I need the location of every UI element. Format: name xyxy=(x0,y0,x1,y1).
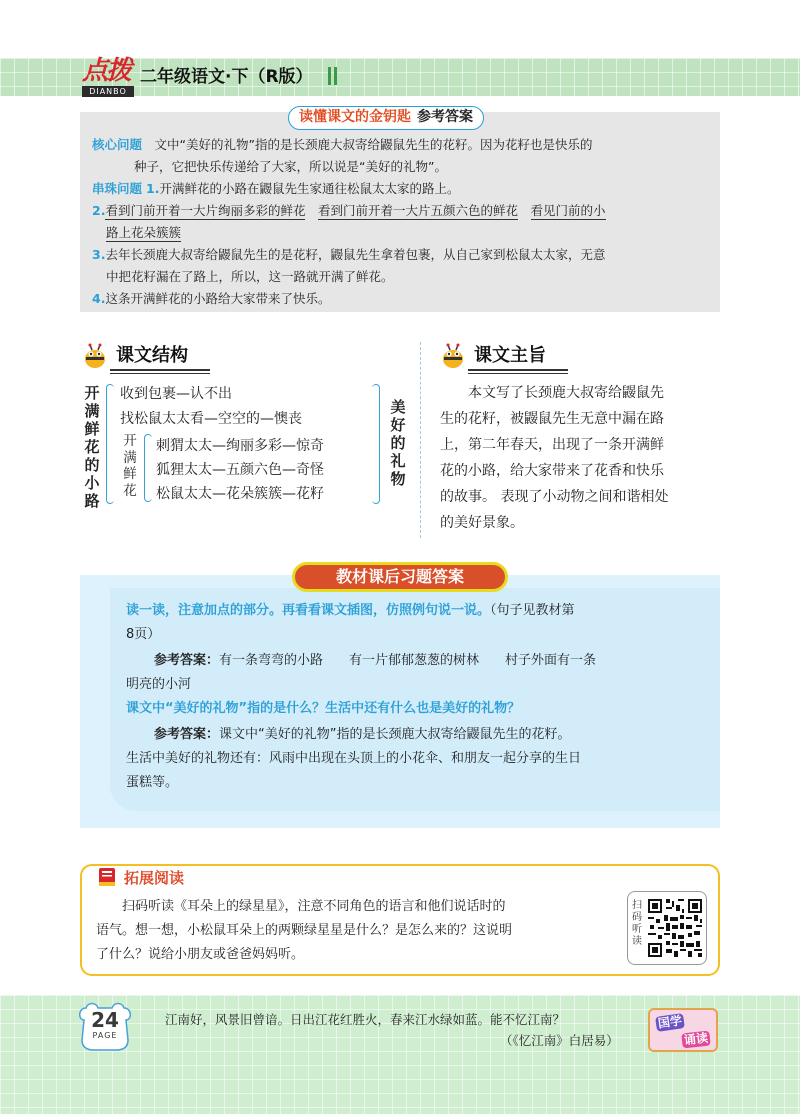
chain-question-2 xyxy=(92,201,606,221)
structure-sub-line-1: 刺猬太太—绚丽多彩—惊奇 xyxy=(156,438,324,454)
q2-number: 2. xyxy=(92,203,106,218)
extended-reading-heading xyxy=(96,864,226,892)
q3-number: 3. xyxy=(92,247,106,262)
publisher-logo xyxy=(82,56,134,98)
bee-mascot-icon xyxy=(80,342,110,370)
structure-conclusion: 美 好 的 礼 物 xyxy=(390,398,406,488)
exercise-q1-line1: 读一读，注意加点的部分。再看看课文插图，仿照例句说一说。（句子见教材第 xyxy=(126,603,575,618)
exercise-title: 教材课后习题答案 xyxy=(292,562,508,592)
q4-text: 这条开满鲜花的小路给大家带来了快乐。 xyxy=(105,291,331,306)
structure-heading-label: 课文结构 xyxy=(116,345,188,366)
exercise-q1-line2: 8页） xyxy=(126,627,161,642)
structure-heading xyxy=(80,342,210,370)
exercise-a2-line3: 蛋糕等。 xyxy=(126,775,179,790)
logo-sub-text: DIANBO xyxy=(82,86,134,97)
structure-sub-brace xyxy=(144,434,152,502)
structure-right-brace xyxy=(372,384,380,504)
exercise-a2-line1: 参考答案：课文中“美好的礼物”指的是长颈鹿大叔寄给鼹鼠先生的花籽。 xyxy=(154,727,571,742)
q3-text1: 去年长颈鹿大叔寄给鼹鼠先生的是花籽，鼹鼠先生拿着包裹，从自己家到松鼠太太家，无意 xyxy=(105,247,606,262)
key-answers-title xyxy=(288,106,484,130)
exercise-q2: 课文中“美好的礼物”指的是什么？生活中还有什么也是美好的礼物？ xyxy=(126,701,521,716)
structure-main-title: 开 满 鲜 花 的 小 路 xyxy=(84,384,100,510)
q1-text: 开满鲜花的小路在鼹鼠先生家通往松鼠太太家的路上。 xyxy=(159,181,460,196)
theme-heading-label: 课文主旨 xyxy=(474,345,546,366)
chain-question-1 xyxy=(92,179,459,199)
chain-question-label: 串珠问题 xyxy=(92,181,143,196)
footer-poem-source: （《忆江南》白居易） xyxy=(500,1033,619,1048)
q2-answer-a: 看到门前开着一大片绚丽多彩的鲜花 xyxy=(105,203,306,218)
q2-answer-c2: 路上花朵簇簇 xyxy=(106,225,182,240)
guoxue-badge xyxy=(648,1008,718,1052)
extended-reading-label: 拓展阅读 xyxy=(124,869,185,887)
section-divider xyxy=(420,342,421,538)
exercise-a1-line2: 明亮的小河 xyxy=(126,677,192,692)
core-question-text1: 文中“美好的礼物”指的是长颈鹿大叔寄给鼹鼠先生的花籽。因为花籽也是快乐的 xyxy=(154,137,593,152)
book-icon xyxy=(96,866,118,888)
footer-poem: 江南好，风景旧曾谙。日出江花红胜火，春来江水绿如蓝。能不忆江南？ xyxy=(165,1012,566,1027)
q2-answer-c1: 看见门前的小 xyxy=(530,203,606,218)
theme-heading xyxy=(438,342,568,370)
exercise-a1-line1: 参考答案：有一条弯弯的小路 有一片郁郁葱葱的树林 村子外面有一条 xyxy=(154,653,597,668)
q2-answer-b: 看到门前开着一大片五颜六色的鲜花 xyxy=(317,203,518,218)
exercise-a2-line2: 生活中美好的礼物还有：风雨中出现在头顶上的小花伞、和朋友一起分享的生日 xyxy=(126,751,582,766)
chain-question-4 xyxy=(92,289,330,309)
qr-label: 扫码听读 xyxy=(632,900,642,947)
bee-mascot-icon xyxy=(438,342,468,370)
page-word: PAGE xyxy=(92,1031,118,1040)
structure-line-2: 找松鼠太太看—空空的—懊丧 xyxy=(120,411,302,427)
logo-main-text: 点拨 xyxy=(82,56,131,86)
key-answers-title-main: 读懂课文的金钥匙 xyxy=(299,109,411,125)
extended-line-3: 了什么？说给小朋友或爸爸妈妈听。 xyxy=(96,947,305,962)
structure-left-brace xyxy=(106,384,114,504)
structure-line-1: 收到包裹—认不出 xyxy=(120,386,232,402)
q1-number: 1. xyxy=(146,181,160,196)
badge-text-1: 国学 xyxy=(655,1013,685,1032)
q4-number: 4. xyxy=(92,291,106,306)
qr-code-panel[interactable] xyxy=(627,891,707,965)
chain-question-3 xyxy=(92,245,605,265)
structure-sub-line-2: 狐狸太太—五颜六色—奇怪 xyxy=(156,462,324,478)
theme-paragraph: 本文写了长颈鹿大叔寄给鼹鼠先 生的花籽，被鼹鼠先生无意中漏在路 上，第二年春天，出现了一条开满鲜 花的小路，给大家带来了花香和快乐 的故事。 表现了小动物之间和谐相处 的美好景象。 xyxy=(440,385,669,531)
badge-text-2: 诵读 xyxy=(681,1031,710,1049)
qr-code-icon[interactable] xyxy=(646,897,704,959)
book-title: 二年级语文·下（R版） xyxy=(140,67,313,87)
header-bars-decoration xyxy=(328,67,340,89)
extended-line-2: 语气。想一想，小松鼠耳朵上的两颗绿星星是什么？是怎么来的？这说明 xyxy=(96,923,513,938)
structure-sub-title: 开 满 鲜 花 xyxy=(123,433,137,499)
page-number: 24 xyxy=(91,1008,119,1032)
structure-sub-line-3: 松鼠太太—花朵簇簇—花籽 xyxy=(156,486,324,502)
chain-question-2-cont xyxy=(106,223,181,243)
key-answers-title-sub: 参考答案 xyxy=(417,109,473,125)
chain-question-3-cont: 中把花籽漏在了路上，所以，这一路就开满了鲜花。 xyxy=(106,269,394,284)
extended-line-1: 扫码听读《耳朵上的绿星星》，注意不同角色的语言和他们说话时的 xyxy=(96,899,506,914)
core-question-label: 核心问题 xyxy=(92,137,143,152)
core-question-line1 xyxy=(92,135,593,155)
core-question-line2: 种子，它把快乐传递给了大家，所以说是“美好的礼物”。 xyxy=(134,159,447,174)
